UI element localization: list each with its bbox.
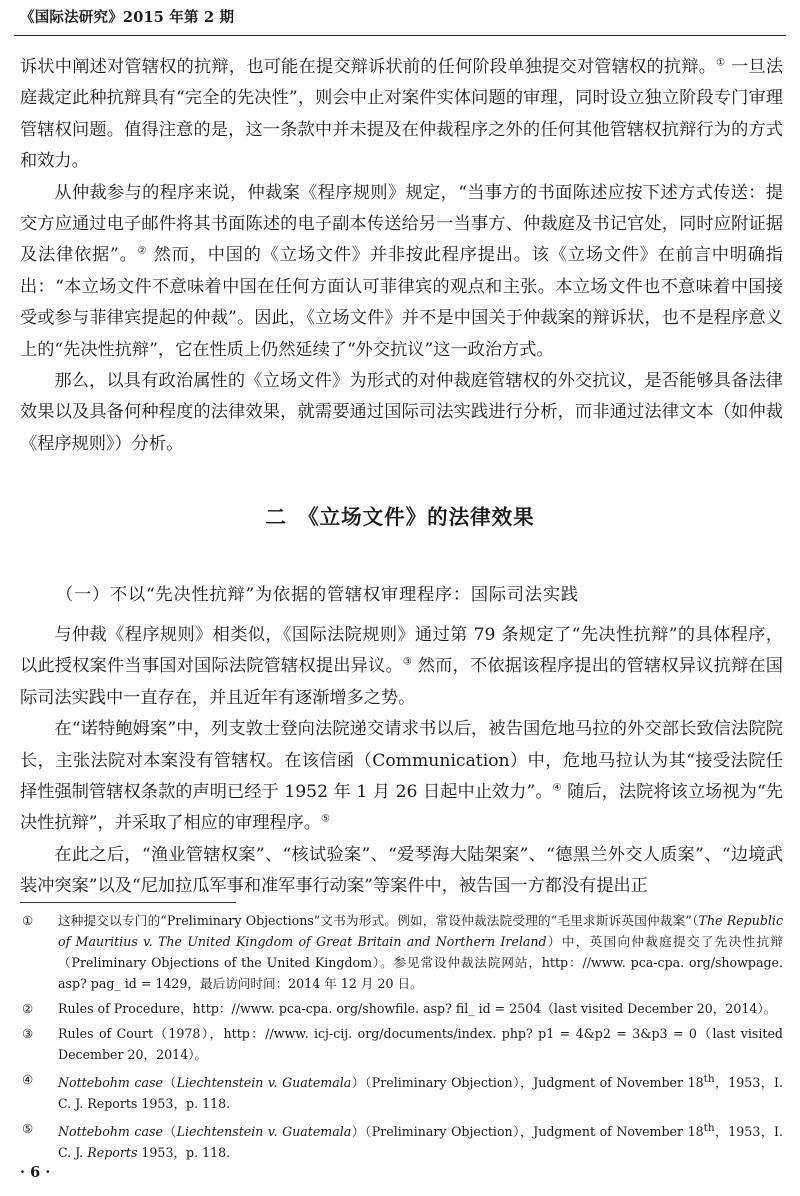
footnote-1-text-a: 这种提交以专门的“Preliminary Objections”文书为形式。例如，常设仲裁法院受理的“毛里求斯诉英国仲裁案”（: [58, 913, 699, 928]
footnote-text: [58, 1118, 783, 1163]
footnote-ref-1[interactable]: ①: [716, 57, 726, 69]
intro-body: [20, 52, 783, 460]
footnote-text[interactable]: Rules of Court（1978），http：//www. icj-cij. org/documents/index. php? p1 = 4&p2 = 3&p3 = 0（last visited December 20，2014）。: [58, 1026, 783, 1062]
paragraph-6: 在此之后，“渔业管辖权案”、“核试验案”、“爱琴海大陆架案”、“德黑兰外交人质案”、“边境武装冲突案”以及“尼加拉瓜军事和准军事行动案”等案件中，被告国一方都没有提出正: [20, 844, 783, 897]
paragraph-2-text-b: 然而，中国的《立场文件》并非按此程序提出。该《立场文件》在前言中明确指出：“本立场文件不意味着中国在任何方面认可菲律宾的观点和主张。本立场文件也不意味着中国接受或参与菲律宾提起的仲裁”。因此，《立场文件》并不是中国关于仲裁案的辩诉状，也不是程序意义上的“先决性抗辩”，它在性质上仍然延续了“外交抗议”这一政治方式。: [20, 245, 783, 360]
footnote-4-parties: Liechtenstein v. Guatemala: [176, 1075, 352, 1091]
footnote-divider: [20, 902, 236, 903]
footnote-ref-4[interactable]: ④: [552, 782, 562, 794]
paragraph-1-text-a: 诉状中阐述对管辖权的抗辩，也可能在提交辩诉状前的任何阶段单独提交对管辖权的抗辩。: [20, 57, 717, 77]
footnote-text: [58, 910, 783, 994]
footnote-5-text-d: 1953，p. 118.: [137, 1145, 231, 1161]
footnote-text: [58, 1069, 783, 1114]
footnote-number: ⑤: [22, 1121, 34, 1137]
paragraph-4-text-b: 然而，不依据该程序提出的管辖权异议抗辩在国际司法实践中一直存在，并且近年有逐渐增多之势。: [20, 656, 783, 708]
paragraph-3: 那么，以具有政治属性的《立场文件》为形式的对仲裁庭管辖权的外交抗议，是否能够具备法律效果以及具备何种程度的法律效果，就需要通过国际司法实践进行分析，而非通过法律文本（如仲裁《程序规则》）分析。: [20, 371, 783, 454]
running-head: 《国际法研究》2015 年第 2 期: [20, 9, 235, 26]
footnote-number: ④: [22, 1072, 34, 1087]
footnote-5-case-name: Nottebohm case: [58, 1124, 163, 1140]
footnote-4-ordinal: th: [703, 1073, 715, 1085]
footnote-5-paren: （: [162, 1124, 177, 1140]
footnote-number: ③: [22, 1026, 34, 1041]
footnote-1-case-title: The Republic of Mauritius v. The United Kingdom of Great Britain and Northern Ireland: [58, 913, 783, 949]
footnote-ref-3[interactable]: ③: [402, 656, 413, 668]
paragraph-2: [20, 178, 783, 366]
header-rule: [14, 35, 786, 36]
paragraph-4: [20, 620, 783, 714]
paragraph-1-text-b: 一旦法庭裁定此种抗辩具有“完全的先决性”，则会中止对案件实体问题的审理，同时设立独立阶段专门审理管辖权问题。值得注意的是，这一条款中并未提及在仲裁程序之外的任何其他管辖权抗辩行为的方式和效力。: [20, 57, 784, 172]
footnotes: [20, 910, 783, 1167]
footnote-4-text-b: ）（Preliminary Objection），Judgment of November 18: [351, 1075, 704, 1091]
footnote-4-text-c: ，1953，I. C. J. Reports 1953，p. 118.: [58, 1075, 784, 1112]
footnote-5-reports: Reports: [87, 1145, 138, 1161]
footnote-number: ②: [22, 1001, 34, 1016]
footnote-ref-2[interactable]: ②: [137, 245, 148, 257]
footnote-4-paren: （: [162, 1075, 177, 1091]
footnote-4: [20, 1069, 783, 1114]
footnote-5: [20, 1118, 783, 1163]
footnote-5-text-c: ，1953，I. C. J.: [58, 1124, 784, 1161]
section-heading: 二 《立场文件》的法律效果: [265, 505, 535, 529]
paragraph-1: [20, 52, 783, 178]
paragraph-2-text-a: 从仲裁参与的程序来说，仲裁案《程序规则》规定，“当事方的书面陈述应按下述方式传送：提交方应通过电子邮件将其书面陈述的电子副本传送给另一当事方、仲裁庭及书记官处，同时应附证据及法律依据”。: [20, 182, 783, 266]
footnote-5-parties: Liechtenstein v. Guatemala: [176, 1124, 352, 1140]
paragraph-5: [20, 714, 783, 840]
footnote-number: ①: [22, 913, 34, 928]
footnote-5-ordinal: th: [703, 1122, 715, 1135]
paragraph-4-text-a: 与仲裁《程序规则》相类似，《国际法院规则》通过第 79 条规定了“先决性抗辩”的具体程序，以此授权案件当事国对国际法院管辖权提出异议。: [20, 625, 783, 677]
footnote-1: [20, 910, 783, 994]
footnote-ref-5[interactable]: ⑤: [320, 813, 330, 825]
footnote-5-text-b: ）（Preliminary Objection），Judgment of November 18: [351, 1124, 704, 1140]
section-body: [20, 620, 783, 903]
footnote-1-text-b[interactable]: ）中，英国向仲裁庭提交了先决性抗辩（Preliminary Objections of the United Kingdom）。参见常设仲裁法院网站，http：//www. pca-cpa. org/showpage. asp? pag_ id = 1429，最后访问时间：2014 年 12 月 20 日。: [58, 934, 783, 991]
footnote-text[interactable]: Rules of Procedure，http：//www. pca-cpa. org/showfile. asp? fil_ id = 2504（last visited December 20，2014）。: [58, 1001, 777, 1016]
subsection-heading: （一）不以“先决性抗辩”为依据的管辖权审理程序：国际司法实践: [56, 585, 579, 605]
paragraph-5-text-b: 随后，法院将该立场视为“先决性抗辩”，并采取了相应的审理程序。: [20, 782, 783, 834]
footnote-4-case-name: Nottebohm case: [58, 1075, 163, 1091]
page-number: · 6 ·: [20, 1164, 51, 1181]
footnote-3: [20, 1023, 783, 1065]
footnote-2: [20, 998, 783, 1019]
paragraph-5-text-a: 在“诺特鲍姆案”中，列支敦士登向法院递交请求书以后，被告国危地马拉的外交部长致信法院院长，主张法院对本案没有管辖权。在该信函（Communication）中，危地马拉认为其“接受法院任择性强制管辖权条款的声明已经于 1952 年 1 月 26 日起中止效力”。: [20, 719, 783, 803]
